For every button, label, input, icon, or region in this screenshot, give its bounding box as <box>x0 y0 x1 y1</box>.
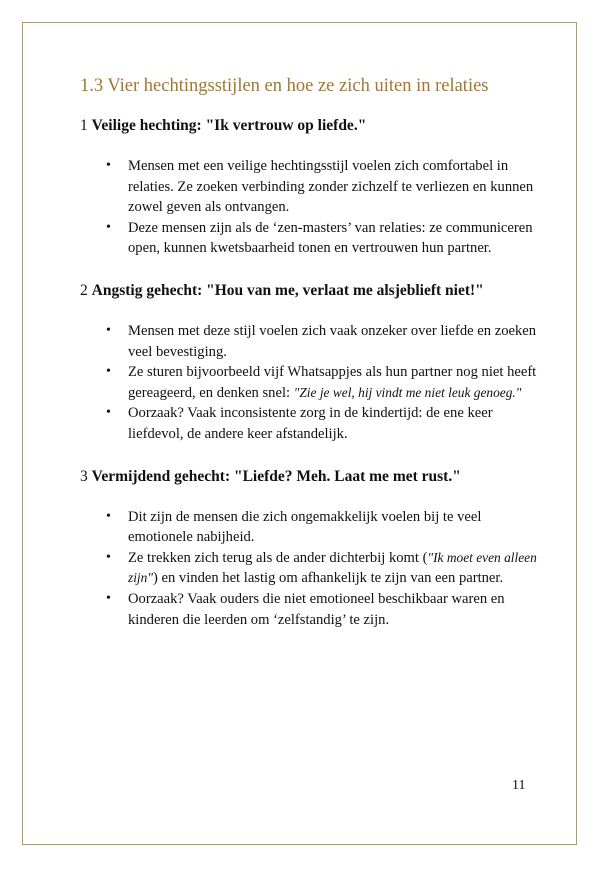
list-item <box>80 403 542 444</box>
list-item-text: Oorzaak? Vaak ouders die niet emotioneel beschikbaar waren en kinderen die leerden om ‘zelfstandig’ te zijn. <box>128 590 505 628</box>
italic-quote: "Zie je wel, hij vindt me niet leuk genoeg." <box>293 384 522 400</box>
section-anxious-attachment <box>80 281 542 445</box>
section-number: 1 <box>80 117 88 134</box>
list-item-text: Oorzaak? Vaak inconsistente zorg in de kindertijd: de ene keer liefdevol, de andere keer afstandelijk. <box>128 405 493 442</box>
bullet-icon: • <box>106 322 111 338</box>
list-item-text: Ze sturen bijvoorbeeld vijf Whatsappjes als hun partner nog niet heeft gereageerd, en denken snel: <box>128 364 537 401</box>
page-content <box>80 74 542 630</box>
section-heading <box>80 467 542 487</box>
list-item-text: ) en vinden het lastig om afhankelijk te zijn van een partner. <box>152 570 504 587</box>
chapter-section-title: 1.3 Vier hechtingsstijlen en hoe ze zich uiten in relaties <box>80 76 489 96</box>
list-item-text: Mensen met deze stijl voelen zich vaak onzeker over liefde en zoeken veel bevestiging. <box>128 322 537 360</box>
list-item-text: Ze trekken zich terug als de ander dichterbij komt ( <box>128 549 428 566</box>
bullet-icon: • <box>106 158 111 173</box>
list-item-text: Mensen met een veilige hechtingsstijl voelen zich comfortabel in relaties. Ze zoeken verbinding zonder zichzelf te verliezen en kunnen zowel geven als ontvangen. <box>128 158 534 216</box>
bullet-list <box>80 156 542 259</box>
list-item-text: Dit zijn de mensen die zich ongemakkelijk voelen bij te veel emotionele nabijheid. <box>128 508 482 546</box>
bullet-icon: • <box>106 508 111 524</box>
bullet-list <box>80 321 542 445</box>
section-heading <box>80 281 542 301</box>
bullet-icon: • <box>106 590 111 606</box>
bullet-icon: • <box>106 405 111 421</box>
list-item <box>80 589 542 630</box>
list-item <box>80 507 542 548</box>
section-title: Vermijdend gehecht: "Liefde? Meh. Laat me met rust." <box>91 467 461 485</box>
section-avoidant-attachment <box>80 467 542 631</box>
bullet-icon: • <box>106 549 111 565</box>
section-title: Veilige hechting: "Ik vertrouw op liefde." <box>91 117 367 134</box>
list-item <box>80 218 542 259</box>
page-number: 11 <box>512 778 526 793</box>
list-item <box>80 156 542 218</box>
bullet-list <box>80 507 542 631</box>
bullet-icon: • <box>106 219 111 235</box>
list-item-text: Deze mensen zijn als de ‘zen-masters’ van relaties: ze communiceren open, kunnen kwetsbaarheid tonen en vertrouwen hun partner. <box>128 219 533 257</box>
section-number: 3 <box>80 467 88 485</box>
section-title: Angstig gehecht: "Hou van me, verlaat me alsjeblieft niet!" <box>91 281 484 299</box>
section-heading <box>80 116 542 136</box>
section-secure-attachment <box>80 116 542 259</box>
italic-quote: "Ik moet even alleen zijn" <box>128 549 537 586</box>
list-item <box>80 548 542 589</box>
bullet-icon: • <box>106 364 111 380</box>
section-number: 2 <box>80 281 88 299</box>
list-item <box>80 362 542 403</box>
list-item <box>80 321 542 362</box>
